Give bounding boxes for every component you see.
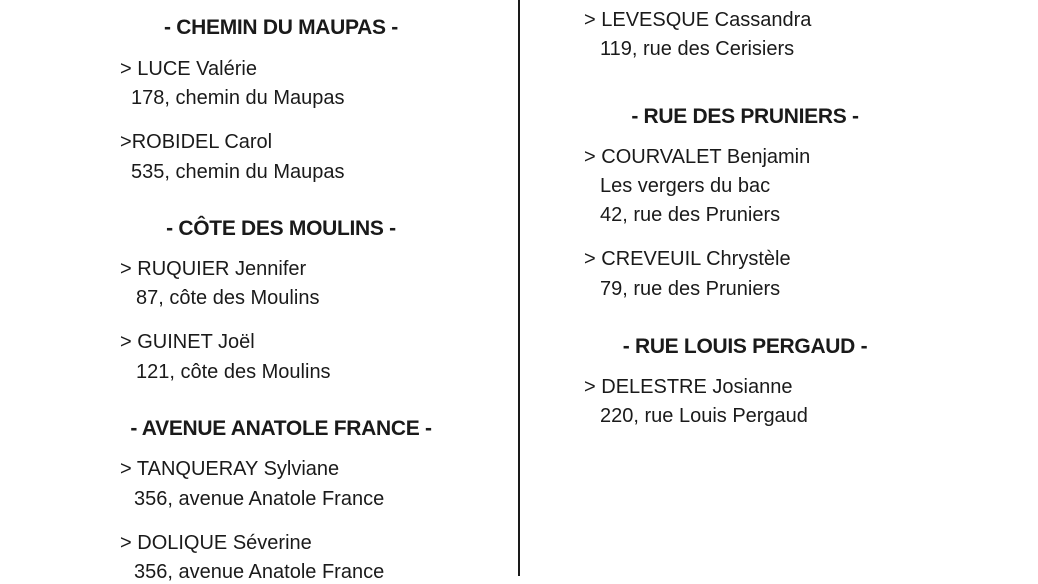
street-heading: - AVENUE ANATOLE FRANCE -: [130, 417, 432, 440]
resident-address: 535, chemin du Maupas: [131, 161, 345, 183]
resident-name: [584, 8, 811, 32]
street-heading: - CÔTE DES MOULINS -: [166, 217, 396, 240]
entry-prefix: >: [120, 331, 138, 353]
resident-firstname: Carol: [224, 131, 273, 153]
resident-name: [584, 247, 791, 271]
resident-name: [120, 457, 339, 481]
resident-surname: ROBIDEL: [131, 131, 219, 153]
resident-surname: TANQUERAY: [136, 458, 259, 480]
resident-address: 42, rue des Pruniers: [600, 204, 781, 226]
entry-prefix: >: [120, 532, 138, 554]
resident-surname: COURVALET: [601, 146, 722, 168]
entry-prefix: >: [120, 58, 138, 80]
resident-surname: DOLIQUE: [137, 532, 228, 554]
resident-address: 119, rue des Cerisiers: [600, 38, 795, 60]
resident-name: [120, 531, 312, 555]
resident-name: [120, 257, 306, 281]
entry-prefix: >: [120, 258, 138, 280]
resident-surname: LUCE: [137, 58, 191, 80]
resident-firstname: Sylviane: [263, 458, 340, 480]
resident-surname: DELESTRE: [601, 376, 707, 398]
column-divider: [518, 0, 520, 576]
resident-surname: LEVESQUE: [601, 9, 710, 31]
entry-prefix: >: [584, 146, 602, 168]
street-heading: - CHEMIN DU MAUPAS -: [164, 16, 398, 39]
resident-name: [584, 375, 792, 399]
resident-firstname: Valérie: [196, 58, 257, 80]
entry-prefix: >: [584, 376, 602, 398]
resident-firstname: Cassandra: [714, 9, 812, 31]
resident-name: [120, 130, 272, 154]
resident-surname: GUINET: [137, 331, 213, 353]
entry-prefix: >: [120, 131, 132, 153]
resident-firstname: Benjamin: [726, 146, 811, 168]
resident-firstname: Jennifer: [235, 258, 307, 280]
resident-surname: RUQUIER: [137, 258, 230, 280]
resident-address: 356, avenue Anatole France: [134, 488, 385, 510]
resident-firstname: Séverine: [232, 532, 312, 554]
entry-prefix: >: [584, 9, 602, 31]
resident-surname: CREVEUIL: [601, 248, 701, 270]
entry-prefix: >: [120, 458, 137, 480]
resident-address: 87, côte des Moulins: [136, 287, 320, 309]
entry-prefix: >: [584, 248, 602, 270]
resident-name: [120, 57, 257, 81]
resident-address: 178, chemin du Maupas: [131, 87, 345, 109]
resident-address: 121, côte des Moulins: [136, 361, 331, 383]
resident-name: [584, 145, 810, 169]
resident-address: 356, avenue Anatole France: [134, 561, 385, 583]
resident-firstname: Josianne: [712, 376, 793, 398]
resident-name: [120, 330, 255, 354]
street-heading: - RUE DES PRUNIERS -: [631, 105, 859, 128]
resident-firstname: Joël: [218, 331, 255, 353]
resident-firstname: Chrystèle: [706, 248, 791, 270]
resident-address: 79, rue des Pruniers: [600, 278, 781, 300]
resident-address: Les vergers du bac: [600, 175, 771, 197]
street-heading: - RUE LOUIS PERGAUD -: [622, 335, 868, 358]
resident-address: 220, rue Louis Pergaud: [600, 405, 808, 427]
